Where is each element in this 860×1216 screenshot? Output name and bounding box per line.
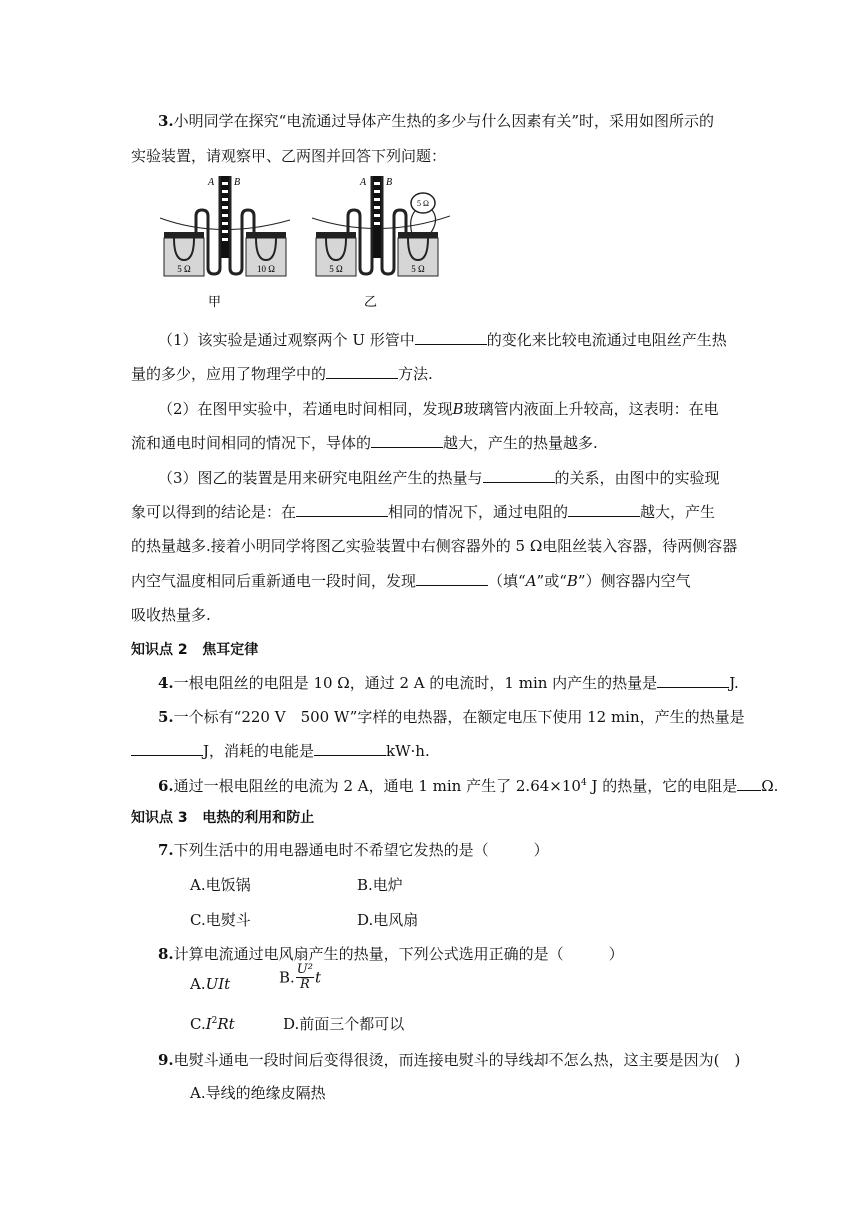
q4-line: 4.一根电阻丝的电阻是 10 Ω，通过 2 A 的电流时，1 min 内产生的热量是 J. [158,674,739,692]
q7-option-a[interactable]: A.电饭锅 [190,876,251,894]
q5-line1: 5.一个标有“220 V 500 W”字样的电热器，在额定电压下使用 12 min，产生的热量是 [158,708,745,726]
q6-line: 6.通过一根电阻丝的电流为 2 A，通电 1 min 产生了 $2.64\times 10^4$ J 的热量，它的电阻是 Ω. [158,777,779,795]
answer-blank-3[interactable] [371,433,443,448]
q7-stem: 7.下列生活中的用电器通电时不希望它发热的是（ ） [158,841,549,859]
figure-caption-yi: 乙 [364,294,378,309]
answer-blank-6[interactable] [568,502,640,517]
answer-blank-11[interactable] [737,776,761,791]
q3-part3-line4: 内空气温度相同后重新通电一段时间，发现 （填“A”或“B”）侧容器内空气 [131,572,691,590]
answer-blank-2[interactable] [326,364,398,379]
answer-blank-9[interactable] [131,741,203,756]
q8-number: 8. [158,945,174,963]
q5-line2: J，消耗的电能是 kW·h. [131,741,430,761]
q8-option-a[interactable]: A.UIt [190,975,231,993]
answer-blank-8[interactable] [657,673,729,688]
q9-stem: 9.电熨斗通电一段时间后变得很烫，而连接电熨斗的导线却不怎么热，这主要是因为( ) [158,1051,741,1069]
q3-number: 3. [158,112,174,130]
figure-caption-jia: 甲 [208,294,222,309]
q3-line-1 [158,111,714,131]
resistor-5ohm-label: 5 Ω [177,264,191,274]
answer-blank-10[interactable] [314,741,386,756]
knowledge-point-3 [131,808,314,828]
q7-option-b[interactable]: B.电炉 [357,876,403,894]
kp2-label: 知识点 2 [131,642,188,658]
q3-part3-line2: 象可以得到的结论是：在 相同的情况下，通过电阻的 越大，产生 [131,503,716,521]
kp3-label: 知识点 3 [131,810,188,826]
q3-part1-line2: 量的多少，应用了物理学中的 方法. [131,365,433,383]
q3-line-2: 实验装置，请观察甲、乙两图并回答下列问题： [131,147,447,165]
q6-number: 6. [158,777,174,795]
fraction-u2-over-r: $\frac{\text{U²}}{R}$ [296,962,313,992]
tube-label-b: B [234,177,241,188]
q3-part2-line2: 流和通电时间相同的情况下，导体的 越大，产生的热量越多. [131,434,598,452]
q7-number: 7. [158,841,174,859]
knowledge-point-2 [131,640,258,660]
resistor-10ohm-label: 10 Ω [257,264,275,274]
svg-text:5 Ω: 5 Ω [329,264,343,274]
q3-part1-line1: （1）该实验是通过观察两个 U 形管中 的变化来比较电流通过电阻丝产生热 [158,331,727,349]
experiment-figure [150,168,450,310]
q3-part3-line5: 吸收热量多. [131,606,211,624]
answer-blank-5[interactable] [296,502,388,517]
answer-blank-7[interactable] [416,571,488,586]
svg-text:5 Ω: 5 Ω [417,199,429,208]
q7-option-c[interactable]: C.电熨斗 [190,911,251,929]
tube-label-a: A [208,177,215,188]
q7-option-d[interactable]: D.电风扇 [357,911,419,929]
kp3-title: 电热的利用和防止 [202,810,315,826]
q8-option-b[interactable]: B. $\frac{\text{U²}}{R}$ t [279,962,321,992]
figure-jia [160,176,290,276]
q9-number: 9. [158,1051,174,1069]
q3-part3-line1: （3）图乙的装置是用来研究电阻丝产生的热量与 的关系，由图中的实验现 [158,469,720,487]
q3-part3-line3: 的热量越多.接着小明同学将图乙实验装置中右侧容器外的 5 Ω电阻丝装入容器，待两侧容器 [131,537,738,555]
q4-number: 4. [158,674,174,692]
q5-number: 5. [158,708,174,726]
q9-option-a[interactable]: A.导线的绝缘皮隔热 [190,1084,326,1102]
figure-yi [312,176,450,276]
kp2-title: 焦耳定律 [202,642,259,658]
svg-text:A: A [360,177,367,188]
answer-blank-4[interactable] [483,468,555,483]
q8-option-d[interactable]: D.前面三个都可以 [283,1015,405,1033]
svg-text:B: B [386,177,393,188]
q3-part2-line1: （2）在图甲实验中，若通电时间相同，发现B玻璃管内液面上升较高，这表明：在电 [158,400,719,418]
answer-blank-1[interactable] [415,330,487,345]
q8-stem: 8.计算电流通过电风扇产生的热量，下列公式选用正确的是（ ） [158,945,624,963]
svg-text:5 Ω: 5 Ω [411,264,425,274]
q3-stem-line-1: 小明同学在探究“电流通过导体产生热的多少与什么因素有关”时，采用如图所示的 [173,112,715,130]
q8-option-c[interactable]: $C.I^2Rt$ [190,1015,235,1033]
